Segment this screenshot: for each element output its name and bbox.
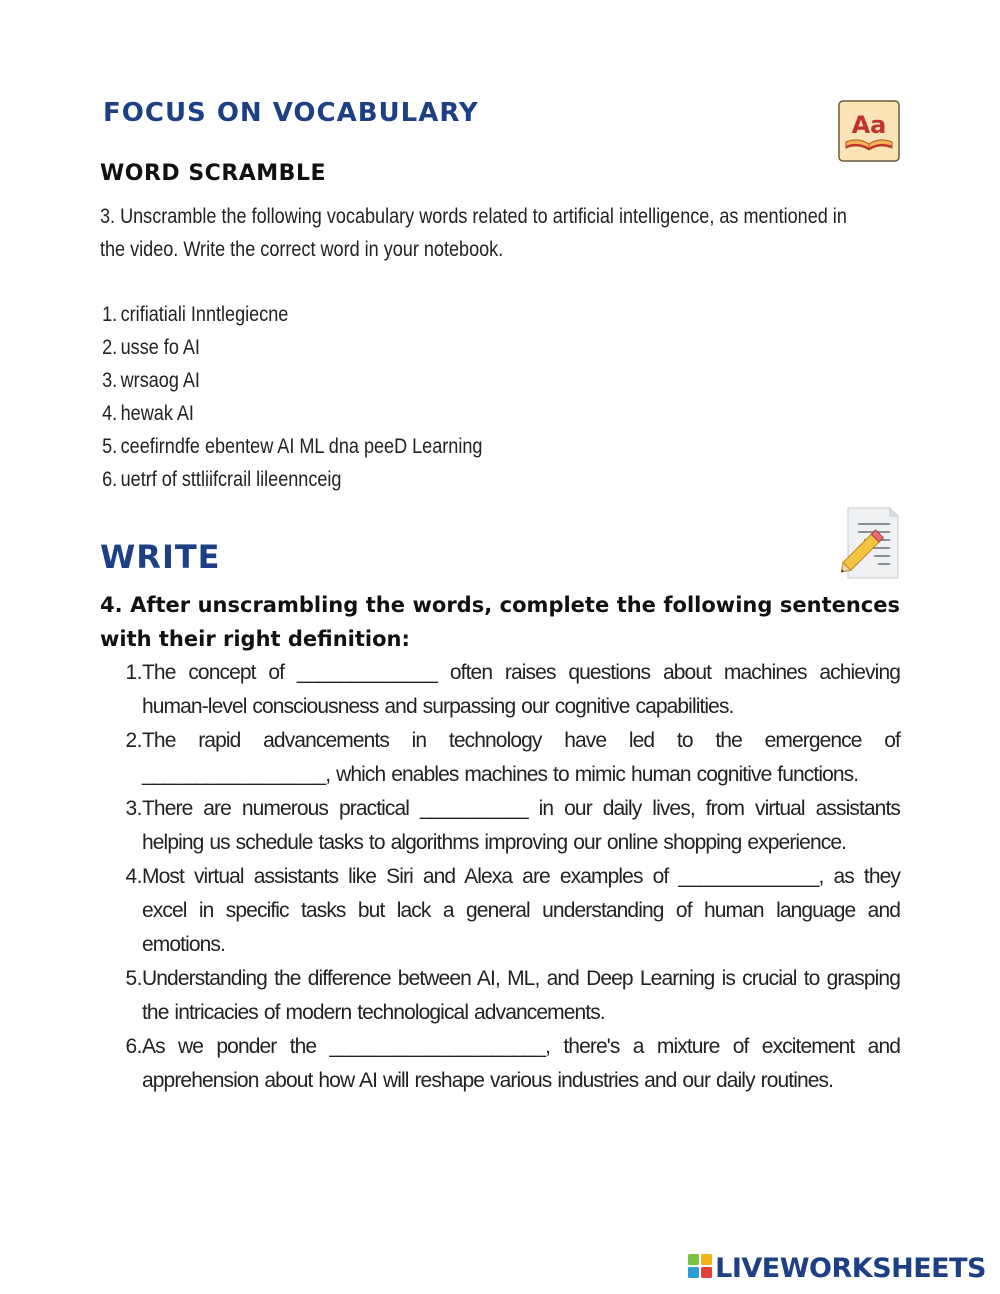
vocabulary-heading: FOCUS ON VOCABULARY bbox=[103, 98, 479, 128]
list-item bbox=[100, 860, 900, 962]
sentence-text: The concept of _____________ often raises questions about machines achieving human-level consciousness and surpassing our cognitive capabilities. bbox=[142, 661, 900, 718]
item-number: 3. bbox=[102, 369, 118, 392]
scrambled-word: usse fo AI bbox=[120, 336, 200, 359]
item-number: 1. bbox=[125, 661, 142, 684]
brand-name: LIVEWORKSHEETS bbox=[715, 1253, 986, 1284]
dictionary-aa-icon bbox=[838, 100, 900, 162]
item-number: 2. bbox=[125, 729, 142, 752]
list-item bbox=[100, 463, 482, 496]
list-item bbox=[100, 724, 900, 792]
list-item bbox=[100, 1030, 900, 1098]
list-item bbox=[100, 298, 482, 331]
item-number: 5. bbox=[125, 967, 142, 990]
list-item bbox=[100, 430, 482, 463]
item-number: 2. bbox=[102, 336, 118, 359]
list-item bbox=[100, 962, 900, 1030]
dictionary-icon-text: Aa bbox=[851, 111, 887, 139]
scrambled-word: uetrf of sttliifcrail lileennceig bbox=[120, 468, 342, 491]
scramble-instructions: 3. Unscramble the following vocabulary words related to artificial intelligence, as mentioned in the video. Write the correct word in your notebook. bbox=[100, 205, 847, 261]
write-question: 4. After unscrambling the words, complete the following sentences with their right definition: bbox=[100, 593, 900, 651]
scrambled-word: hewak AI bbox=[120, 402, 194, 425]
sentence-list bbox=[100, 656, 900, 1098]
item-number: 4. bbox=[102, 402, 118, 425]
item-number: 4. bbox=[125, 865, 142, 888]
sentence-text: There are numerous practical __________ in our daily lives, from virtual assistants helping us schedule tasks to algorithms improving our online shopping experience. bbox=[142, 797, 900, 854]
write-heading: WRITE bbox=[100, 538, 221, 576]
sentence-text: The rapid advancements in technology have led to the emergence of _________________, which enables machines to mimic human cognitive functions. bbox=[142, 729, 900, 786]
sentence-text: Understanding the difference between AI, ML, and Deep Learning is crucial to grasping the intricacies of modern technological advancements. bbox=[142, 967, 900, 1024]
scramble-list bbox=[100, 298, 545, 496]
sentence-text: As we ponder the ____________________, there's a mixture of excitement and apprehension about how AI will reshape various industries and our daily routines. bbox=[142, 1035, 900, 1092]
item-number: 1. bbox=[102, 303, 118, 326]
item-number: 3. bbox=[125, 797, 142, 820]
list-item bbox=[100, 656, 900, 724]
list-item bbox=[100, 792, 900, 860]
liveworksheets-logo-icon bbox=[688, 1254, 712, 1283]
list-item bbox=[100, 364, 482, 397]
item-number: 5. bbox=[102, 435, 118, 458]
word-scramble-heading: WORD SCRAMBLE bbox=[100, 161, 326, 186]
item-number: 6. bbox=[125, 1035, 142, 1058]
list-item bbox=[100, 397, 482, 430]
sentence-text: Most virtual assistants like Siri and Alexa are examples of _____________, as they excel in specific tasks but lack a general understanding of human language and emotions. bbox=[142, 865, 900, 956]
pencil-document-icon bbox=[834, 506, 900, 580]
liveworksheets-logo[interactable] bbox=[688, 1253, 986, 1284]
scrambled-word: wrsaog AI bbox=[120, 369, 200, 392]
scrambled-word: ceefirndfe ebentew AI ML dna peeD Learning bbox=[120, 435, 483, 458]
item-number: 6. bbox=[102, 468, 118, 491]
list-item bbox=[100, 331, 482, 364]
scrambled-word: crifiatiali Inntlegiecne bbox=[120, 303, 289, 326]
